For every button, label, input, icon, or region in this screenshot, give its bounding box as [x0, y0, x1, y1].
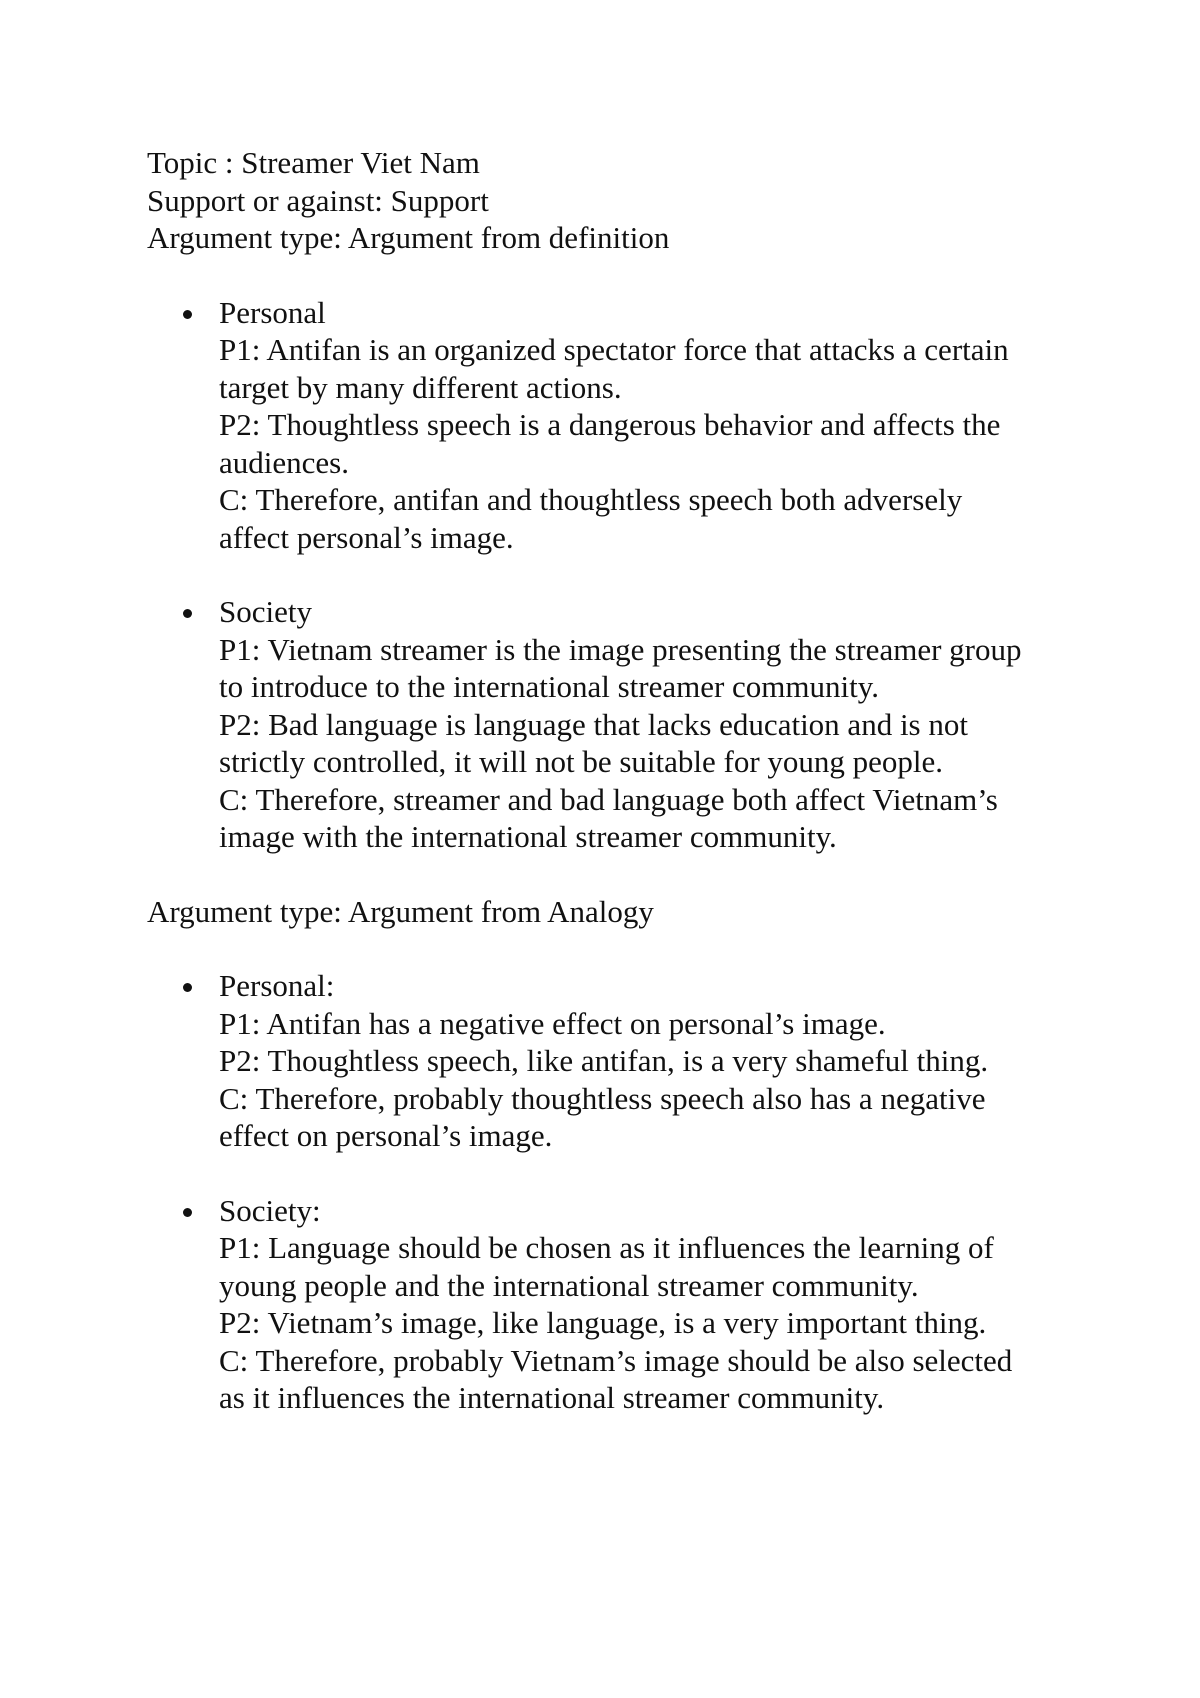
analogy-society-line: C: Therefore, probably Vietnam’s image should be also selected [219, 1342, 1013, 1378]
definition-personal-section [147, 294, 1107, 557]
argument-type-analogy-heading: Argument type: Argument from Analogy [147, 893, 654, 929]
argument-type-definition-heading: Argument type: Argument from definition [147, 220, 670, 255]
definition-personal-line: P2: Thoughtless speech is a dangerous behavior and affects the [219, 407, 1001, 442]
bullet-icon [183, 310, 192, 319]
analogy-personal-line: C: Therefore, probably thoughtless speech also has a negative [219, 1080, 986, 1116]
analogy-personal-line: P1: Antifan has a negative effect on personal’s image. [219, 1005, 886, 1041]
definition-personal-line: C: Therefore, antifan and thoughtless speech both adversely [219, 482, 963, 517]
definition-society-line: P2: Bad language is language that lacks education and is not [219, 706, 968, 742]
definition-personal-line: P1: Antifan is an organized spectator force that attacks a certain [219, 332, 1009, 367]
spacer [147, 556, 1107, 593]
document-page [147, 144, 1107, 1417]
analogy-society-line: P2: Vietnam’s image, like language, is a very important thing. [219, 1305, 987, 1340]
definition-personal-line: affect personal’s image. [219, 519, 514, 555]
definition-society-title: Society [219, 594, 312, 629]
analogy-personal-line: P2: Thoughtless speech, like antifan, is a very shameful thing. [219, 1043, 989, 1078]
analogy-society-line: as it influences the international streamer community. [219, 1380, 885, 1415]
analogy-personal-section [147, 967, 1107, 1155]
spacer [147, 257, 1107, 294]
bullet-icon [183, 1208, 192, 1217]
bullet-icon [183, 609, 192, 618]
definition-society-line: image with the international streamer community. [219, 819, 837, 854]
analogy-society-section [147, 1192, 1107, 1417]
analogy-personal-title: Personal: [219, 968, 335, 1003]
analogy-society-line: young people and the international streamer community. [219, 1267, 919, 1303]
definition-society-line: P1: Vietnam streamer is the image presenting the streamer group [219, 631, 1022, 667]
bullet-icon [183, 983, 192, 992]
definition-personal-line: target by many different actions. [219, 369, 622, 405]
spacer [147, 930, 1107, 967]
stance-line: Support or against: Support [147, 182, 489, 218]
definition-society-section [147, 593, 1107, 856]
definition-society-line: C: Therefore, streamer and bad language both affect Vietnam’s [219, 781, 998, 817]
analogy-personal-line: effect on personal’s image. [219, 1118, 553, 1153]
analogy-society-line: P1: Language should be chosen as it influences the learning of [219, 1230, 994, 1265]
topic-line: Topic : Streamer Viet Nam [147, 145, 480, 180]
definition-society-line: to introduce to the international streamer community. [219, 669, 879, 704]
spacer [147, 1155, 1107, 1192]
spacer [147, 856, 1107, 893]
definition-society-line: strictly controlled, it will not be suitable for young people. [219, 744, 944, 779]
definition-personal-line: audiences. [219, 444, 349, 480]
definition-personal-title: Personal [219, 294, 326, 330]
analogy-society-title: Society: [219, 1192, 321, 1228]
